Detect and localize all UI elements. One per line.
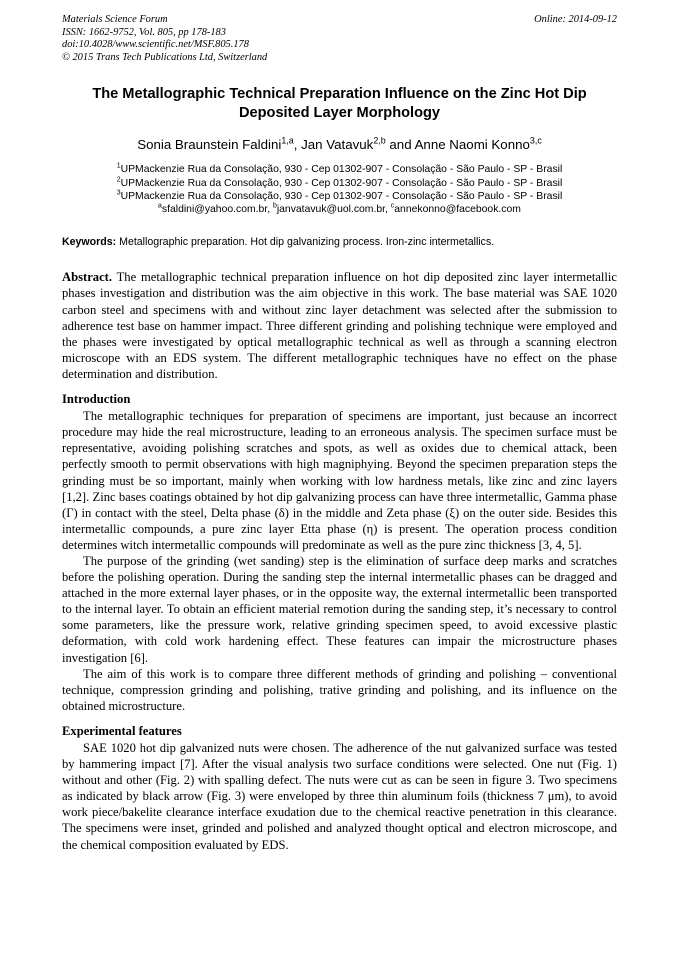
author-name-3: Anne Naomi Konno [414, 137, 530, 153]
author-name-2: Jan Vatavuk [301, 137, 374, 153]
affiliation-text: UPMackenzie Rua da Consolação, 930 - Cep 01302-907 - Consolação - São Paulo - SP - Brasil [120, 164, 563, 176]
author-emails [62, 203, 617, 216]
email-marker-a: a [158, 202, 162, 210]
journal-name: Materials Science Forum [62, 14, 168, 25]
introduction-paragraph-3: The aim of this work is to compare three different methods of grinding and polishing – conventional technique, compression grinding and polishing, trative grinding and polishing, and its influence on the obtained microstructure. [62, 666, 617, 713]
affiliation-marker: 2 [116, 176, 121, 184]
copyright-line: © 2015 Trans Tech Publications Ltd, Switzerland [62, 51, 268, 63]
email-marker-b: b [272, 202, 277, 210]
keywords-text: Metallographic preparation. Hot dip galvanizing process. Iron-zinc intermetallics. [116, 236, 495, 249]
author-name-1: Sonia Braunstein Faldini [137, 137, 282, 153]
introduction-paragraph-1: The metallographic techniques for preparation of specimens are important, just because an incorrect procedure may hide the real microstructure, leading to an erroneous analysis. The specimen surface must be representative, avoiding polishing scratches and spots, as well as oxides due to chemical attack, been perfectly smooth to permit observations with high magniphying. Beyond the specimen preparation steps the grinding must be so important, mainly when working with low hardness metals, like zinc and zinc layers [1,2]. Zinc bases coatings obtained by hot dip galvanizing process can have three intermetallic, Gamma phase (Γ) in contact with the steel, Delta phase (δ) in the middle and Zeta phase (ξ) on the outer side. Besides this intermetallic compounds, a pure zinc layer Etta phase (η) is present. The operation process condition determines witch intermetallic compounds will predominate as well as the pure zinc thickness [3, 4, 5]. [62, 409, 617, 552]
affiliation-text: UPMackenzie Rua da Consolação, 930 - Cep 01302-907 - Consolação - São Paulo - SP - Brasil [120, 190, 563, 202]
affiliation-marker: 3 [116, 189, 121, 197]
abstract-text: The metallographic technical preparation influence on hot dip deposited zinc layer intermetallic phases investigation and distribution was the aim objective in this work. The base material was SAE 1020 carbon steel and specimens with and without zinc layer detachment was selected after the submission to adherence test base on hammer impact. Three different grinding and polishing technique were employed and the phases were investigated by optical metallographic technical as well as through a scanning electron microscope with an EDS system. The different metallographic techniques have no effect on the phase determination and distribution. [62, 270, 617, 381]
author-list [62, 136, 617, 153]
author-affiliation-marker-3: 3,c [529, 135, 542, 146]
section-heading-experimental-features: Experimental features [62, 723, 182, 738]
abstract-paragraph [62, 269, 617, 382]
paper-title: The Metallographic Technical Preparation Influence on the Zinc Hot Dip Deposited Layer Morphology [92, 86, 587, 122]
author-affiliation-marker-1: 1,a [281, 135, 294, 146]
issn-volume-pages: ISSN: 1662-9752, Vol. 805, pp 178-183 [62, 26, 226, 38]
section-heading-introduction: Introduction [62, 392, 131, 407]
online-publication-date: Online: 2014-09-12 [534, 14, 617, 25]
email-address-2[interactable]: janvatavuk@uol.com.br, [276, 203, 391, 215]
keywords-label: Keywords: [62, 236, 117, 249]
experimental-features-paragraph-1: SAE 1020 hot dip galvanized nuts were chosen. The adherence of the nut galvanized surface was tested by hammering impact [7]. After the visual analysis two surface conditions were selected. One nut (Fig. 1) without and other (Fig. 2) with spalling defect. The nuts were cut as can be seen in figure 3. Two specimens as indicated by black arrow (Fig. 3) were enveloped by three thin aluminum foils (thickness 7 μm), to avoid work piece/bakelite clearance interface exudation due to the chemical reactive penetration in this clearance. The specimens were inset, grinded and polished and analyzed thought optical and electron microscope, and the chemical composition evaluated by EDS. [62, 741, 617, 852]
email-marker-c: c [390, 202, 395, 210]
abstract-label: Abstract. [62, 270, 113, 285]
affiliation-line [62, 163, 617, 176]
affiliation-line [62, 177, 617, 190]
journal-masthead [62, 14, 617, 64]
email-address-1[interactable]: sfaldini@yahoo.com.br, [161, 203, 273, 215]
author-affiliation-marker-2: 2,b [373, 135, 386, 146]
introduction-paragraph-2: The purpose of the grinding (wet sanding) step is the elimination of surface deep marks and scratches before the polishing operation. During the sanding step the internal intermetallic phases can be dragged and attached in the more external layer phases, or in the opposite way, the external intermetallic been transported to the internal layer. To obtain an efficient material remotion during the sanding step, it’s necessary to control some parameters, like the pressure work, relative grinding specimen speed, to avoid excessive plastic deformation, with cold work hardening effect. These features can impair the microstructure phases investigation [6]. [62, 553, 617, 665]
affiliation-marker: 1 [116, 162, 121, 170]
affiliation-text: UPMackenzie Rua da Consolação, 930 - Cep 01302-907 - Consolação - São Paulo - SP - Brasil [120, 177, 563, 189]
keywords-line [62, 235, 617, 249]
affiliation-line [62, 190, 617, 203]
author-separator-2: and [385, 137, 415, 153]
affiliation-block [62, 163, 617, 216]
author-separator-1: , [293, 137, 302, 153]
email-address-3[interactable]: annekonno@facebook.com [394, 203, 521, 215]
doi-line: doi:10.4028/www.scientific.net/MSF.805.178 [62, 39, 249, 51]
